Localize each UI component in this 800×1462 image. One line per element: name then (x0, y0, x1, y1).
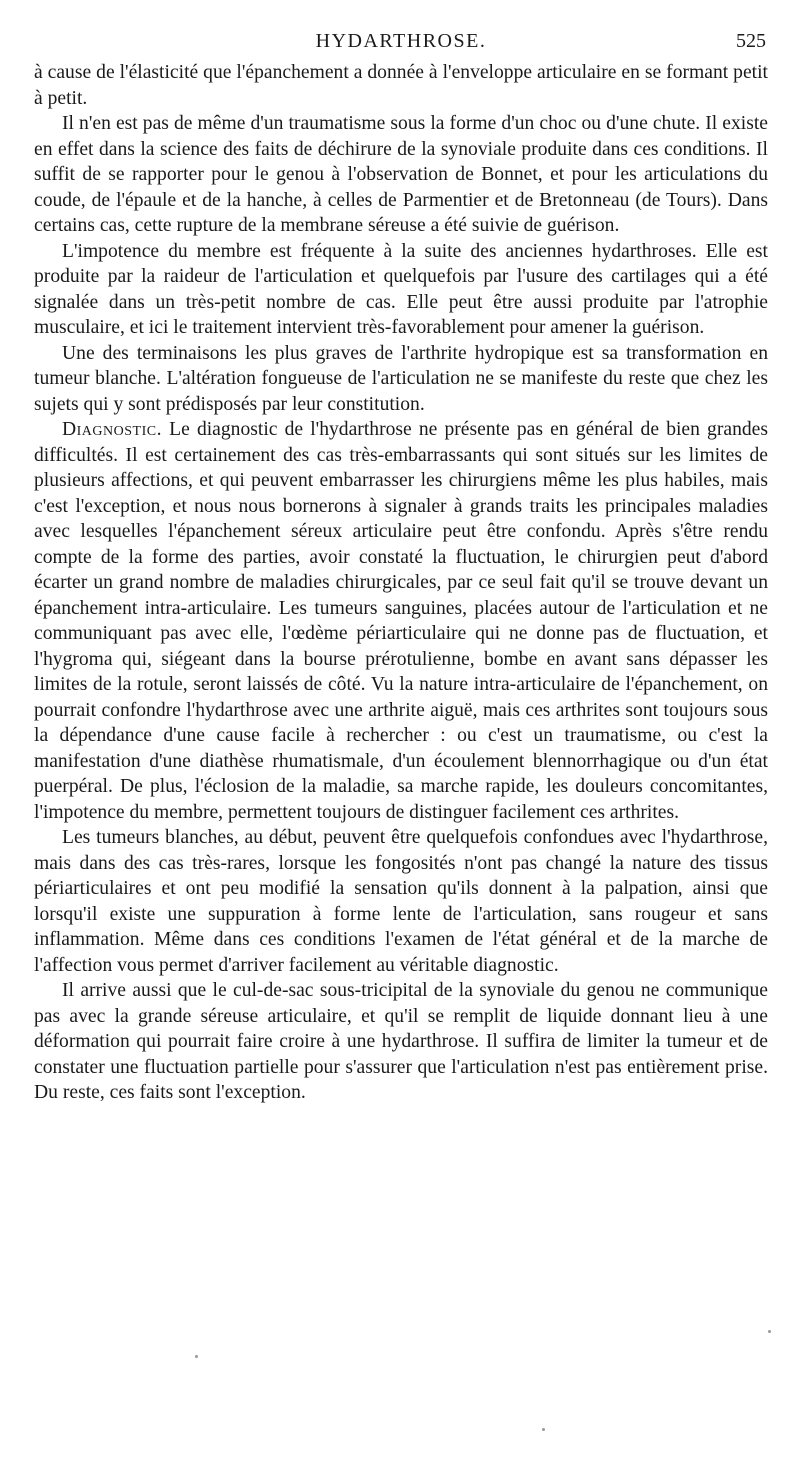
page-number: 525 (736, 30, 766, 52)
running-title: HYDARTHROSE. (315, 30, 487, 52)
paragraph-cul-de-sac: Il arrive aussi que le cul-de-sac sous-tricipital de la synoviale du genou ne communique pas avec la grande séreuse articulaire, et qu'il se remplit de liquide donnant lieu à une déformation qui pourrait faire croire à une hydarthrose. Il suffira de limiter la tumeur et de constater une fluctuation partielle pour s'assurer que l'articulation n'est pas entièrement prise. Du reste, ces faits sont l'exception. (34, 980, 768, 1103)
paragraph-traumatisme: Il n'en est pas de même d'un traumatisme sous la forme d'un choc ou d'une chute. Il existe en effet dans la science des faits de déchirure de la synoviale produite dans ces conditions. Il suffit de se rapporter pour le genou à l'observation de Bonnet, et pour les articulations du coude, de l'épaule et de la hanche, à celles de Parmentier et de Bretonneau (de Tours). Dans certains cas, cette rupture de la membrane séreuse a été suivie de guérison. (34, 113, 768, 236)
paragraph-diagnostic-text: Le diagnostic de l'hydarthrose ne présente pas en général de bien grandes difficultés. Il est certainement des cas très-embarrassants qui sont situés sur les limites de plusieurs affections, et qui peuvent embarrasser les chirurgiens même les plus habiles, mais c'est l'exception, et nous nous bornerons à signaler à grands traits les principales maladies avec lesquelles l'épanchement séreux articulaire peut être confondu. Après s'être rendu compte de la forme des parties, avoir constaté la fluctuation, le chirurgien peut d'abord écarter un grand nombre de maladies chirurgicales, par ce seul fait qu'il se trouve devant un épanchement intra-articulaire. Les tumeurs sanguines, placées autour de l'articulation et ne communiquant pas avec elle, l'œdème périarticulaire qui ne donne pas de fluctuation, et l'hygroma qui, siégeant dans la bourse prérotulienne, bombe en avant sans dépasser les limites de la rotule, seront laissés de côté. Vu la nature intra-articulaire de l'épanchement, on pourrait confondre l'hydarthrose avec une arthrite aiguë, mais ces arthrites sont toujours sous la dépendance d'une cause facile à rechercher : ou c'est un traumatisme, ou c'est la manifestation d'une diathèse rhumatismale, d'un écoulement blennorrhagique ou d'un état puerpéral. De plus, l'éclosion de la maladie, sa marche rapide, les douleurs concomitantes, l'impotence du membre, permettent toujours de distinguer facilement ces arthrites. (34, 419, 768, 823)
page-header (34, 28, 768, 60)
paragraph-diagnostic (34, 417, 768, 825)
body-text (34, 60, 768, 1106)
section-heading-diagnostic: Diagnostic. (62, 419, 162, 440)
scan-speck (195, 1355, 198, 1358)
paragraph-tumeurs-blanches: Les tumeurs blanches, au début, peuvent être quelquefois confondues avec l'hydarthrose, mais dans des cas très-rares, lorsque les fongosités n'ont pas changé la nature des tissus périarticulaires et ont peu modifié la sensation qu'ils donnent à la palpation, ainsi que lorsqu'il existe une suppuration à forme lente de l'articulation, sans rougeur et sans inflammation. Même dans ces conditions l'examen de l'état général et de la marche de l'affection vous permet d'arriver facilement au véritable diagnostic. (34, 827, 768, 976)
paragraph-continuation: à cause de l'élasticité que l'épanchement a donnée à l'enveloppe articulaire en se formant petit à petit. (34, 62, 768, 109)
scan-speck (542, 1428, 545, 1431)
paragraph-impotence: L'impotence du membre est fréquente à la suite des anciennes hydarthroses. Elle est produite par la raideur de l'articulation et quelquefois par l'usure des cartilages qui a été signalée dans un très-petit nombre de cas. Elle peut être aussi produite par l'atrophie musculaire, et ici le traitement intervient très-favorablement pour amener la guérison. (34, 240, 768, 338)
paragraph-terminaisons: Une des terminaisons les plus graves de l'arthrite hydropique est sa transformation en tumeur blanche. L'altération fongueuse de l'articulation ne se manifeste du reste que chez les sujets qui y sont prédisposés par leur constitution. (34, 342, 768, 415)
book-page (34, 28, 768, 1106)
scan-speck (768, 1330, 771, 1333)
